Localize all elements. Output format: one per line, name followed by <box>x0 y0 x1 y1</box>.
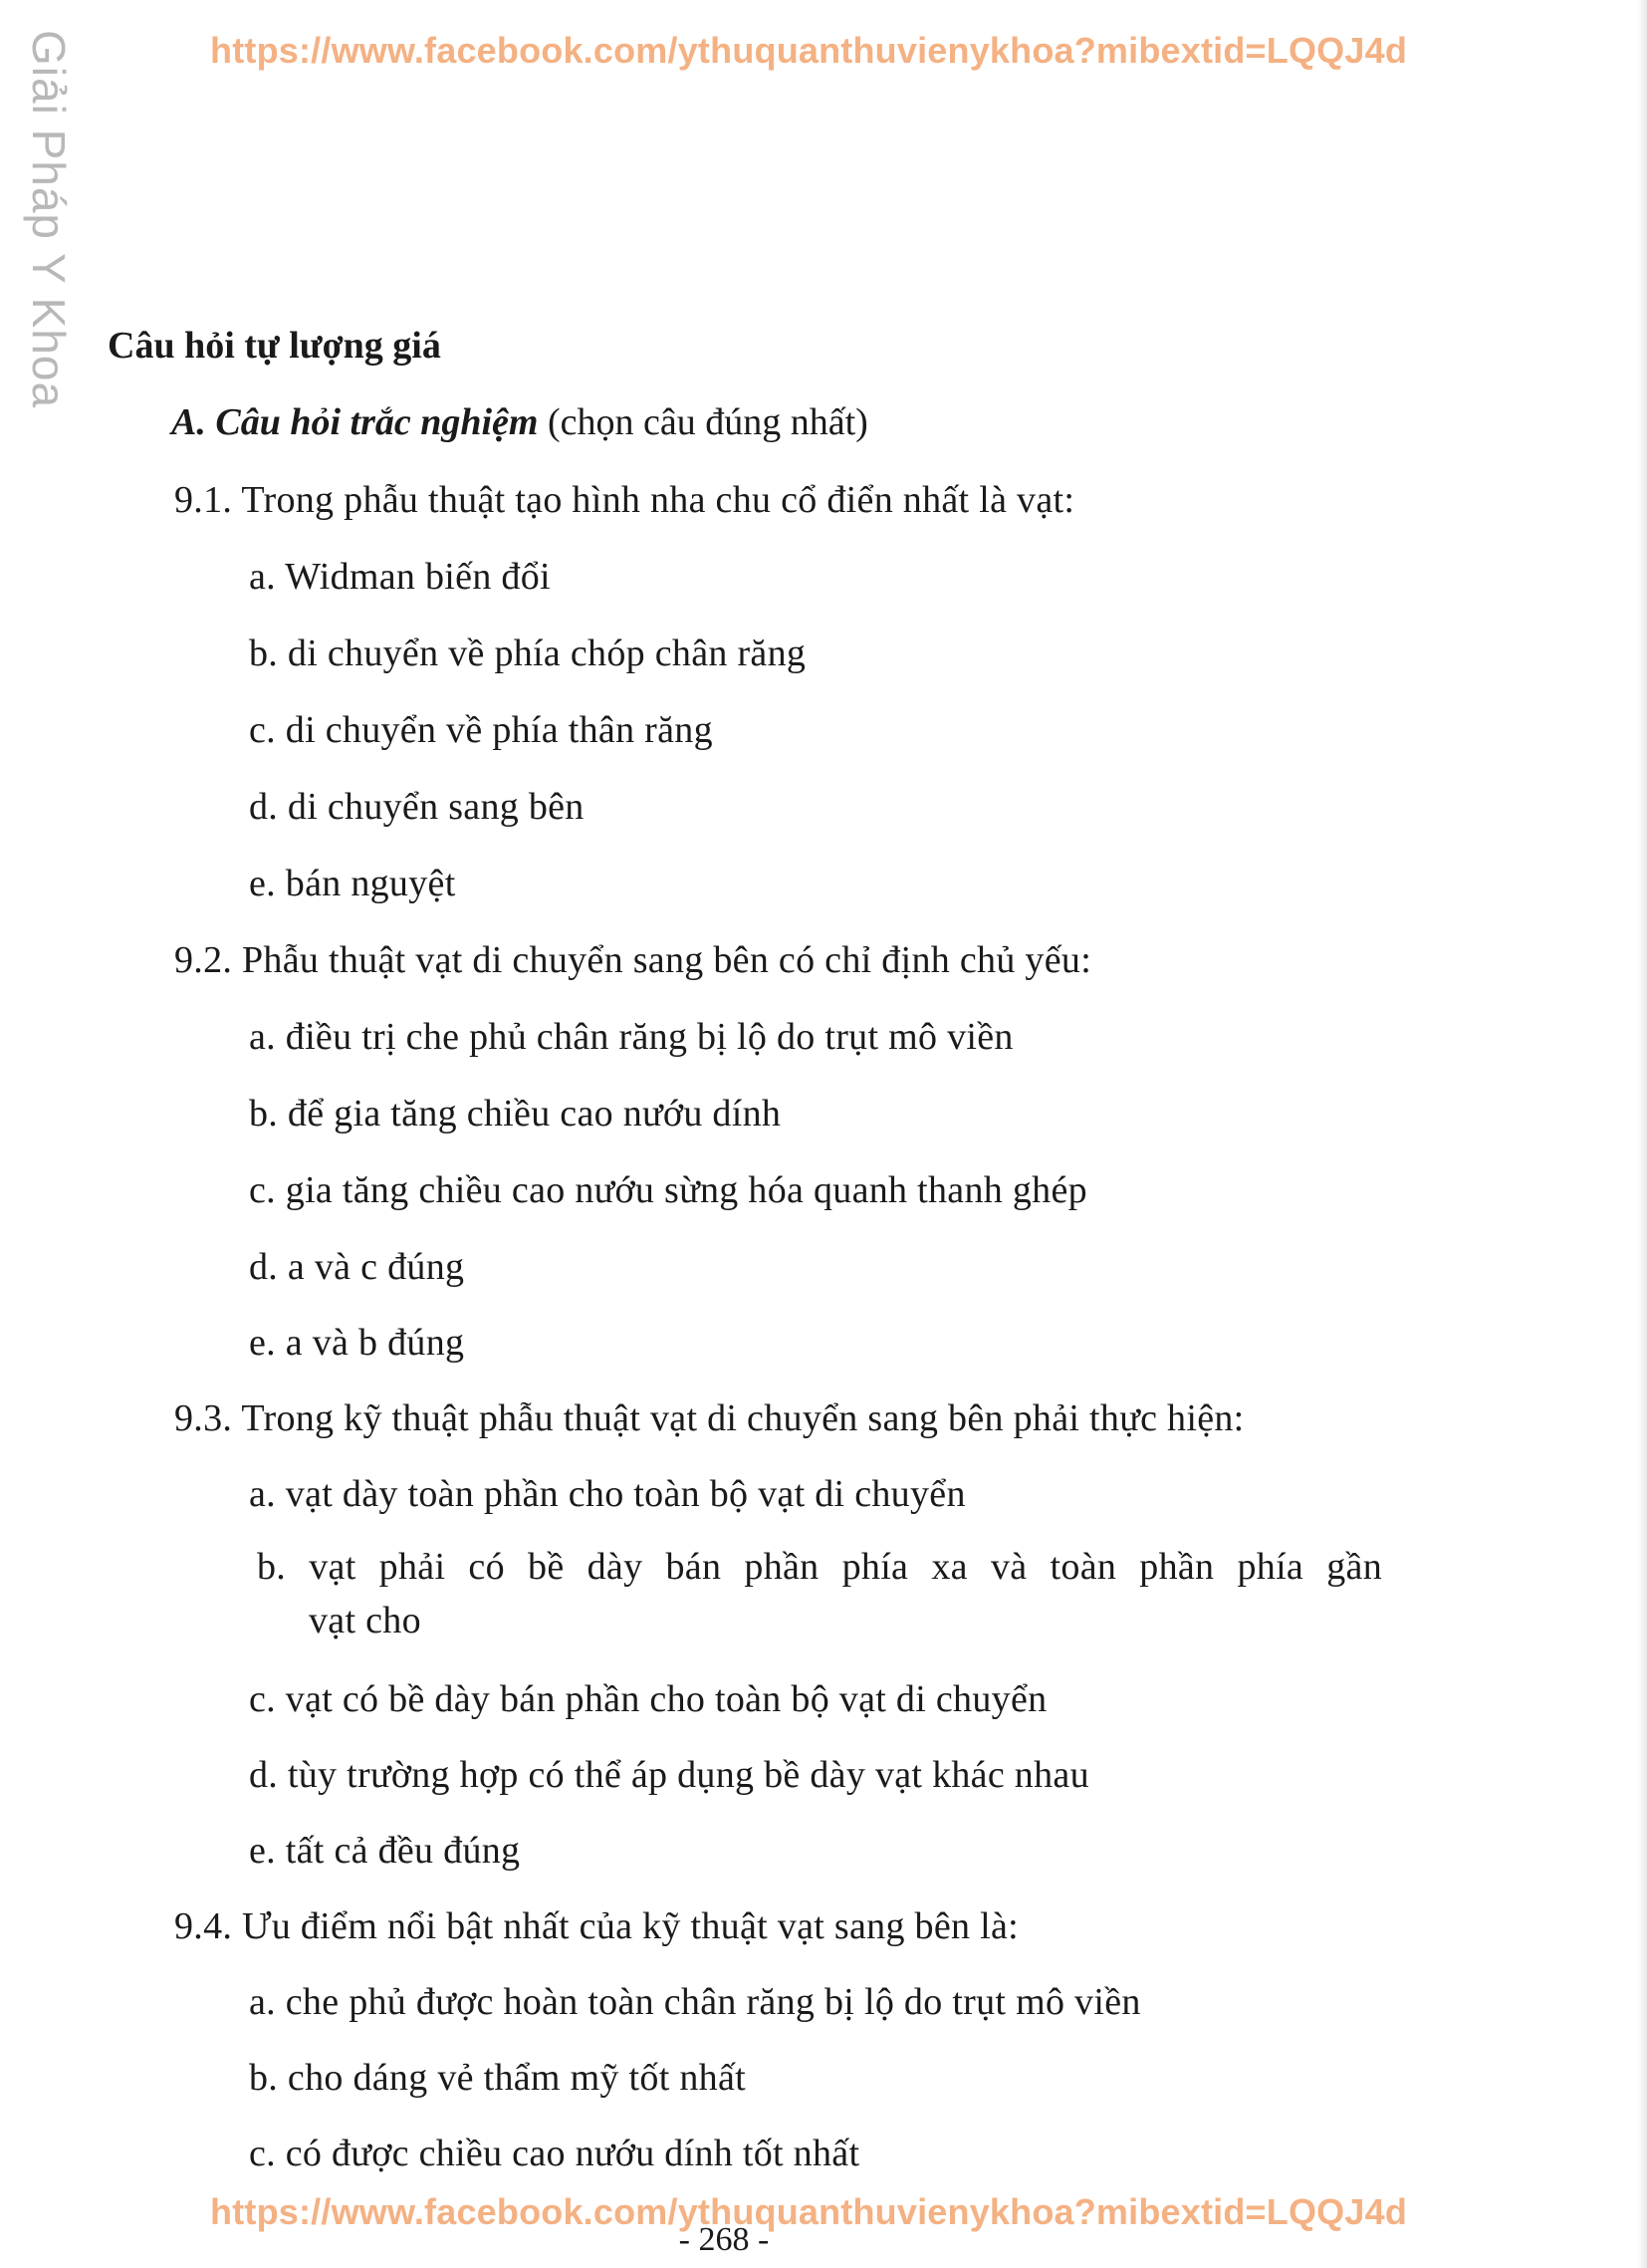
subsection-note: (chọn câu đúng nhất) <box>547 401 868 443</box>
option-9-2-c: c. gia tăng chiều cao nướu sừng hóa quanh thanh ghép <box>249 1169 1087 1211</box>
question-9-3: 9.3. Trong kỹ thuật phẫu thuật vạt di chuyển sang bên phải thực hiện: <box>174 1397 1245 1439</box>
question-9-4: 9.4. Ưu điểm nổi bật nhất của kỹ thuật vạt sang bên là: <box>174 1905 1020 1947</box>
option-9-4-c: c. có được chiều cao nướu dính tốt nhất <box>249 2133 860 2174</box>
option-9-3-e: e. tất cả đều đúng <box>249 1830 521 1872</box>
option-9-1-d: d. di chuyển sang bên <box>249 786 585 828</box>
option-9-4-a: a. che phủ được hoàn toàn chân răng bị lộ do trụt mô viền <box>249 1981 1141 2023</box>
option-9-1-b: b. di chuyển về phía chóp chân răng <box>249 632 807 674</box>
subsection-heading <box>171 400 868 444</box>
option-9-2-b: b. để gia tăng chiều cao nướu dính <box>249 1093 782 1134</box>
option-9-3-a: a. vạt dày toàn phần cho toàn bộ vạt di chuyển <box>249 1473 966 1515</box>
option-9-2-a: a. điều trị che phủ chân răng bị lộ do trụt mô viền <box>249 1016 1014 1058</box>
watermark-url-bottom: https://www.facebook.com/ythuquanthuvienykhoa?mibextid=LQQJ4d <box>210 2191 1408 2232</box>
question-9-1: 9.1. Trong phẫu thuật tạo hình nha chu cổ điển nhất là vạt: <box>174 479 1075 521</box>
option-9-3-b-line-2: vạt cho <box>309 1600 421 1641</box>
option-9-4-b: b. cho dáng vẻ thẩm mỹ tốt nhất <box>249 2057 746 2099</box>
option-9-1-c: c. di chuyển về phía thân răng <box>249 709 713 751</box>
subsection-label: A. Câu hỏi trắc nghiệm <box>171 401 539 443</box>
question-9-2: 9.2. Phẫu thuật vạt di chuyển sang bên có chỉ định chủ yếu: <box>174 939 1092 981</box>
page-edge-shadow <box>1637 0 1647 2268</box>
option-9-3-c: c. vạt có bề dày bán phần cho toàn bộ vạt di chuyển <box>249 1678 1048 1720</box>
option-9-3-b <box>257 1540 1382 1647</box>
option-9-3-b-line-1: b. vạt phải có bề dày bán phần phía xa và toàn phần phía gần <box>257 1546 1382 1588</box>
option-9-3-d: d. tùy trường hợp có thể áp dụng bề dày vạt khác nhau <box>249 1754 1089 1796</box>
section-title: Câu hỏi tự lượng giá <box>108 325 441 367</box>
page-number: - 268 - <box>678 2221 770 2258</box>
option-9-2-e: e. a và b đúng <box>249 1322 465 1364</box>
watermark-url-top: https://www.facebook.com/ythuquanthuvienykhoa?mibextid=LQQJ4d <box>210 30 1408 71</box>
option-9-1-a: a. Widman biến đổi <box>249 556 551 598</box>
option-9-2-d: d. a và c đúng <box>249 1246 465 1288</box>
option-9-1-e: e. bán nguyệt <box>249 863 456 904</box>
side-watermark: Giải Pháp Y Khoa <box>23 30 75 409</box>
